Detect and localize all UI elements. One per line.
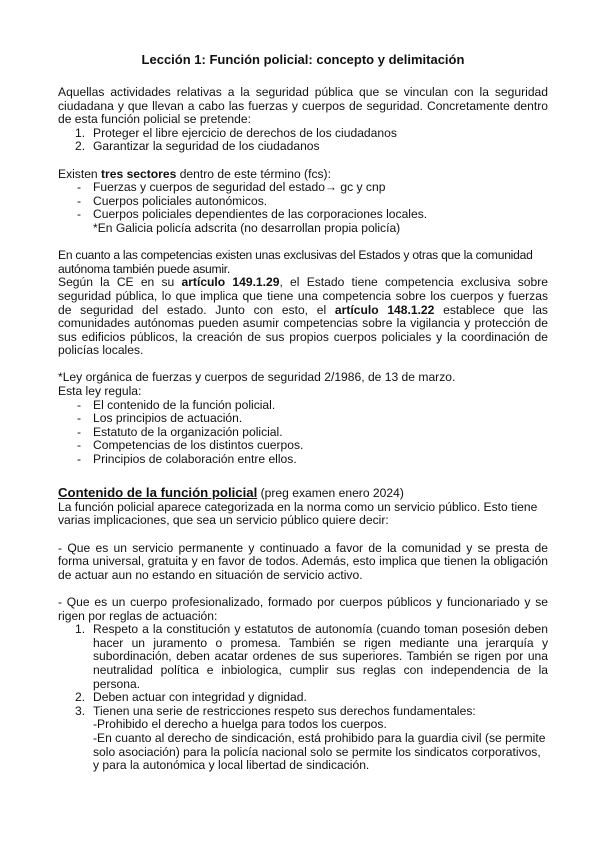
list-item: - Estatuto de la organización policial. — [77, 424, 283, 439]
spacer — [58, 358, 548, 372]
document-title: Lección 1: Función policial: concepto y delimitación — [141, 52, 465, 67]
list-item: - Los principios de actuación. — [77, 411, 243, 426]
list-item: - Cuerpos policiales autonómicos. — [77, 193, 268, 208]
intro-numbered-list — [58, 127, 548, 154]
sectors-intro: Existen tres sectores dentro de este término (fcs): — [58, 166, 331, 181]
intro-paragraph: Aquellas actividades relativas a la seguridad pública que se vinculan con la seguridad ciudadana y que llevan a cabo las fuerzas y cuerpos de seguridad. Concretamente dentro de esta función policial se pretende: — [58, 85, 548, 127]
list-item: 3. Tienen una serie de restricciones respeto sus derechos fundamentales: — [75, 703, 476, 718]
ley-regula: Esta ley regula: — [58, 384, 142, 399]
ley-reference: *Ley orgánica de fuerzas y cuerpos de seguridad 2/1986, de 13 de marzo. — [58, 370, 456, 385]
competencias-paragraph-1: En cuanto a las competencias existen unas exclusivas del Estados y otras que la comunidad autónoma también puede asumir. — [58, 248, 533, 276]
list-item: - Cuerpos policiales dependientes de las corporaciones locales. — [77, 207, 428, 222]
huelga-line: -Prohibido el derecho a huelga para todos los cuerpos. — [93, 717, 387, 732]
spacer — [58, 154, 548, 168]
list-item: - Principios de colaboración entre ellos. — [77, 452, 297, 467]
sindicacion-line: -En cuanto al derecho de sindicación, está prohibido para la guardia civil (se permite solo asociación) para la policía nacional solo se permite los sindicatos corporativos, y para la autonómica y local libertad de sindicación. — [93, 730, 546, 773]
list-item: - Competencias de los distintos cuerpos. — [77, 438, 304, 453]
spacer — [58, 236, 548, 250]
spacer — [58, 467, 548, 481]
list-item: 2. Garantizar la seguridad de los ciudadanos — [75, 139, 320, 154]
galicia-note: *En Galicia policía adscrita (no desarrollan propia policía) — [93, 220, 401, 235]
contenido-paragraph-1: La función policial aparece categorizada en la norma como un servicio público. Esto tiene varias implicaciones, que sea un servicio público quiere decir: — [58, 499, 538, 528]
ley-list — [58, 399, 548, 467]
list-number: 2. — [75, 139, 86, 154]
list-item: 1. Respeto a la constitución y estatutos de autonomía (cuando toman posesión deben hacer un juramento o promesa. También se rigen mediante una jerarquía y subordinación, deben acatar ordenes de sus superiores. También se rigen por una neutralidad política e inbiologica, cumplir sus reglas con independencia de la persona. — [75, 622, 548, 691]
list-item: - Fuerzas y cuerpos de seguridad del estado→ gc y cnp — [77, 180, 386, 195]
contenido-paragraph-2: - Que es un servicio permanente y continuado a favor de la comunidad y se presta de forma universal, gratuita y en favor de todos. Además, esto implica que tienen la obligación de actuar aun no estando en situación de servicio activo. — [58, 540, 548, 582]
spacer — [58, 582, 548, 596]
list-item: - El contenido de la función policial. — [77, 397, 276, 412]
list-number: 1. — [75, 622, 86, 637]
sectors-list — [58, 181, 548, 222]
list-item: 2. Deben actuar con integridad y dignidad. — [75, 690, 307, 705]
list-number: 1. — [75, 125, 86, 140]
section-heading: Contenido de la función policial (preg examen enero 2024) — [58, 485, 404, 501]
list-item: 1. Proteger el libre ejercicio de derechos de los ciudadanos — [75, 125, 397, 140]
contenido-paragraph-3: - Que es un cuerpo profesionalizado, formado por cuerpos públicos y funcionariado y se rigen por reglas de actuación: — [58, 594, 548, 623]
contenido-numbered-list — [58, 623, 548, 718]
competencias-paragraph-2: Según la CE en su artículo 149.1.29, el Estado tiene competencia exclusiva sobre seguridad pública, lo que implica que tiene una competencia sobre los cuerpos y fuerzas de seguridad del estado. Junto con esto, el artículo 148.1.22 establece que las comunidades autónomas pueden asumir competencias sobre la vigilancia y protección de sus edificios públicos, la creación de sus propios cuerpos policiales y la coordinación de policías locales. — [58, 275, 548, 358]
list-number: 3. — [75, 703, 86, 718]
list-number: 2. — [75, 690, 86, 705]
spacer — [58, 528, 548, 542]
